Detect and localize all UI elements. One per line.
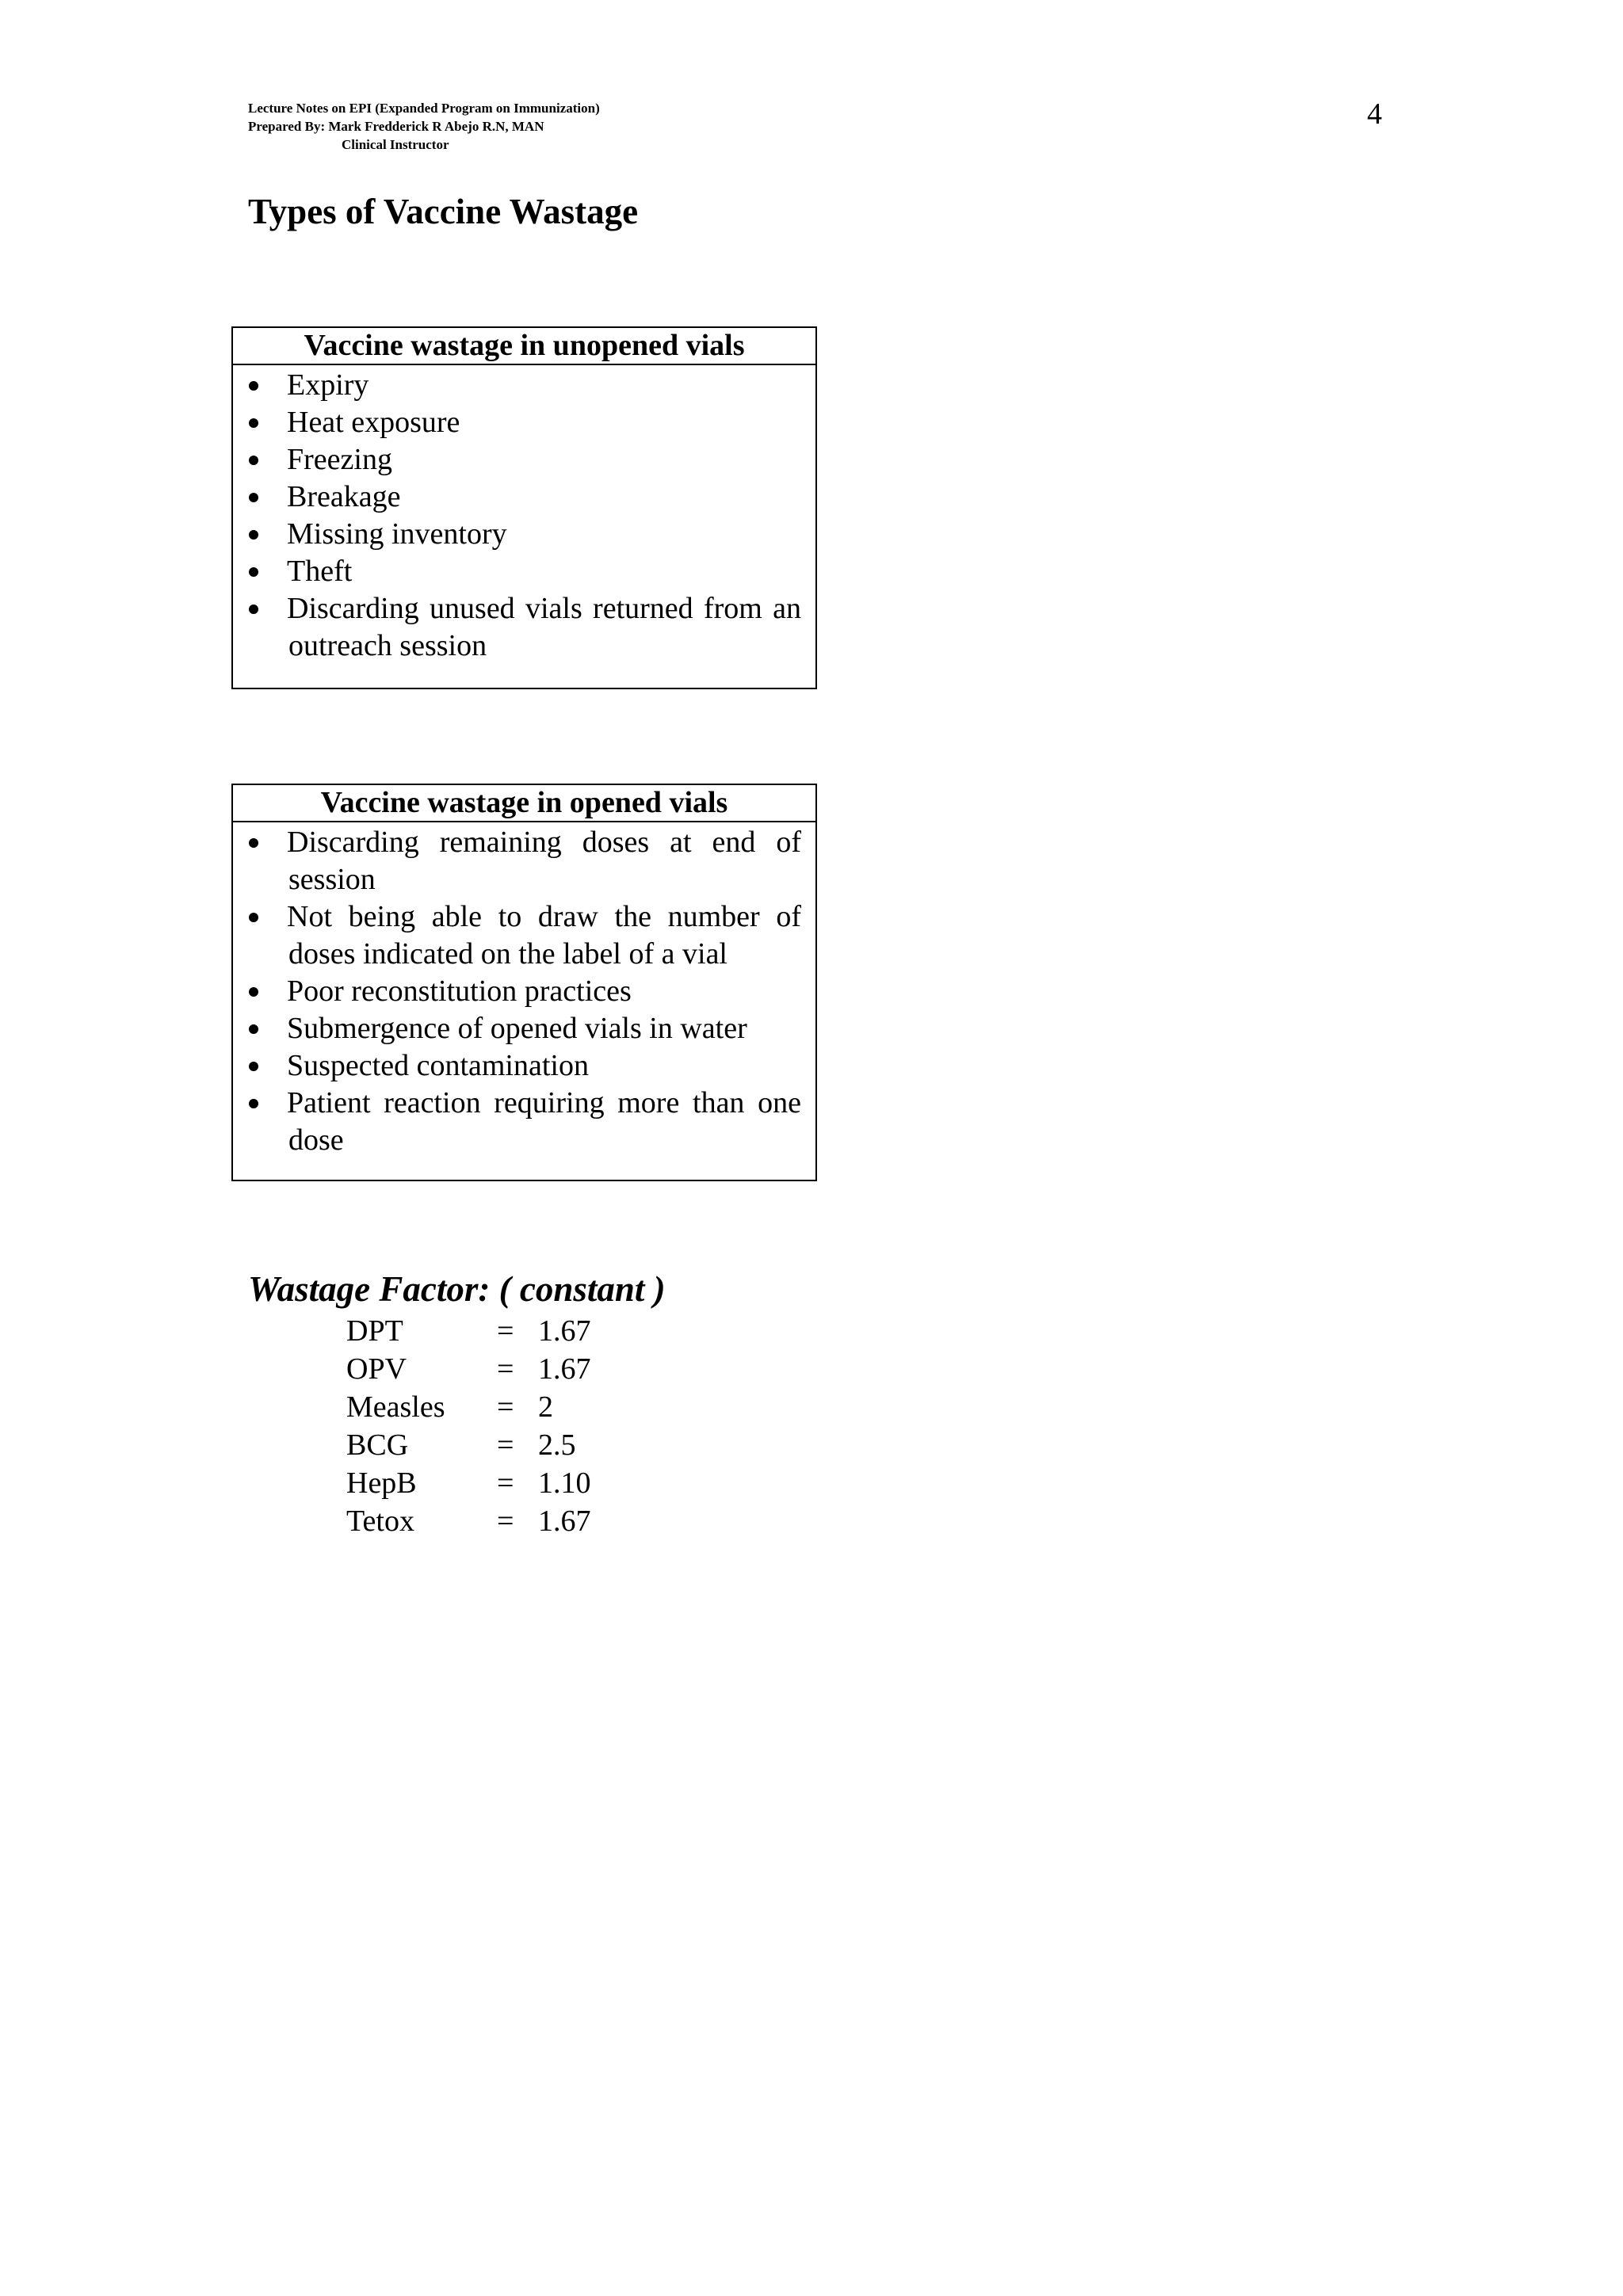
list-item-text: Patient reaction requiring more than one dose — [287, 1086, 801, 1157]
list-item — [247, 479, 801, 516]
bullet-icon — [249, 530, 258, 540]
list-item — [247, 973, 801, 1010]
factor-value: 1.67 — [538, 1505, 591, 1538]
vaccine-name: Tetox — [346, 1505, 414, 1538]
bullet-icon — [249, 1062, 258, 1071]
bullet-icon — [249, 381, 258, 391]
wastage-factor-title: Wastage Factor: ( constant ) — [248, 1269, 666, 1309]
list-item — [247, 898, 801, 973]
factor-value: 2 — [538, 1390, 553, 1424]
vaccine-name: DPT — [346, 1314, 403, 1348]
list-item-text: Not being able to draw the number of doses indicated on the label of a vial — [287, 900, 801, 971]
list-item-text: Theft — [287, 555, 353, 588]
equals-sign: = — [497, 1314, 514, 1348]
document-header — [248, 99, 600, 154]
list-item-text: Discarding unused vials returned from an outreach session — [287, 592, 801, 662]
list-item — [247, 824, 801, 898]
wastage-factor-row — [346, 1312, 617, 1350]
header-line-author: Prepared By: Mark Fredderick R Abejo R.N, MAN — [248, 119, 544, 134]
equals-sign: = — [497, 1352, 514, 1386]
unopened-vials-title: Vaccine wastage in unopened vials — [233, 328, 815, 365]
vaccine-name: OPV — [346, 1352, 407, 1386]
bullet-icon — [249, 838, 258, 848]
list-item — [247, 1010, 801, 1047]
page-title: Types of Vaccine Wastage — [248, 192, 639, 231]
list-item-text: Expiry — [287, 368, 369, 402]
factor-value: 2.5 — [538, 1428, 576, 1462]
bullet-icon — [249, 987, 258, 997]
equals-sign: = — [497, 1428, 514, 1462]
unopened-vials-box — [231, 326, 817, 689]
vaccine-name: BCG — [346, 1428, 409, 1462]
vaccine-name: Measles — [346, 1390, 445, 1424]
wastage-factor-row — [346, 1388, 617, 1426]
bullet-icon — [249, 1099, 258, 1108]
list-item — [247, 1047, 801, 1085]
list-item-text: Discarding remaining doses at end of session — [287, 826, 801, 896]
wastage-factor-row — [346, 1426, 617, 1464]
list-item-text: Submergence of opened vials in water — [287, 1012, 747, 1045]
equals-sign: = — [497, 1390, 514, 1424]
wastage-factor-row — [346, 1464, 617, 1502]
bullet-icon — [249, 605, 258, 614]
list-item-text: Suspected contamination — [287, 1049, 589, 1082]
list-item-text: Poor reconstitution practices — [287, 974, 632, 1008]
factor-value: 1.67 — [538, 1314, 591, 1348]
list-item-text: Breakage — [287, 480, 401, 513]
list-item — [247, 590, 801, 665]
bullet-icon — [249, 1024, 258, 1034]
list-item-text: Heat exposure — [287, 406, 460, 439]
list-item — [247, 367, 801, 404]
bullet-icon — [249, 456, 258, 465]
bullet-icon — [249, 493, 258, 502]
unopened-vials-list — [233, 365, 815, 665]
opened-vials-box — [231, 784, 817, 1181]
bullet-icon — [249, 418, 258, 428]
factor-value: 1.10 — [538, 1466, 591, 1500]
list-item-text: Missing inventory — [287, 517, 507, 551]
list-item — [247, 404, 801, 441]
list-item-text: Freezing — [287, 443, 392, 476]
wastage-factor-row — [346, 1502, 617, 1540]
header-line-title: Lecture Notes on EPI (Expanded Program on Immunization) — [248, 101, 600, 116]
page-number: 4 — [1367, 97, 1382, 131]
wastage-factor-row — [346, 1350, 617, 1388]
bullet-icon — [249, 567, 258, 577]
equals-sign: = — [497, 1466, 514, 1500]
header-line-role: Clinical Instructor — [342, 137, 449, 152]
list-item — [247, 516, 801, 553]
vaccine-name: HepB — [346, 1466, 417, 1500]
opened-vials-title: Vaccine wastage in opened vials — [233, 785, 815, 822]
factor-value: 1.67 — [538, 1352, 591, 1386]
opened-vials-list — [233, 822, 815, 1159]
list-item — [247, 1085, 801, 1159]
equals-sign: = — [497, 1505, 514, 1538]
list-item — [247, 441, 801, 479]
list-item — [247, 553, 801, 590]
wastage-factor-table — [346, 1312, 617, 1540]
bullet-icon — [249, 913, 258, 922]
